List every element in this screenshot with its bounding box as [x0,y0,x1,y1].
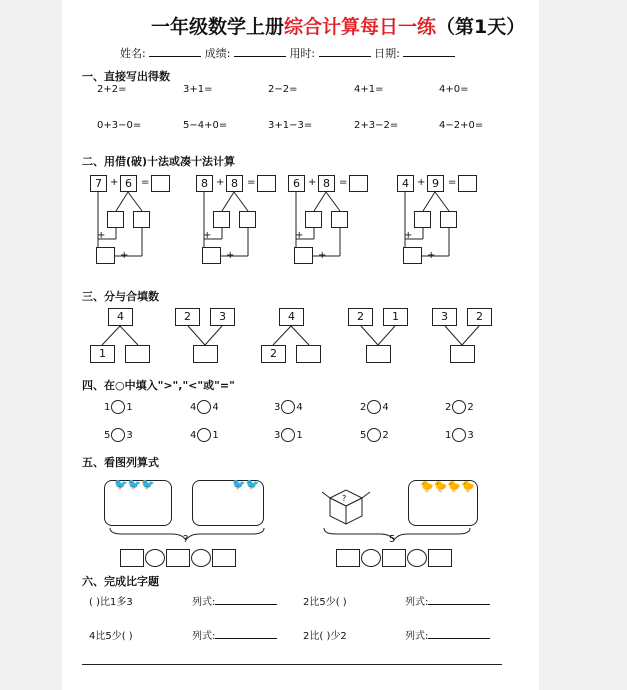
compare-left: 1 [104,402,111,413]
addend-a-box: 8 [196,175,213,192]
split-line [462,326,479,345]
equation-operator-circle[interactable] [407,549,427,567]
equals-sign: = [448,177,457,188]
compare-circle[interactable] [281,400,295,414]
word-problem-2: 2比5少( ) [303,597,347,608]
direct-item: 0+3−0= [97,120,142,131]
whole-box[interactable] [366,345,391,363]
compare-circle[interactable] [197,428,211,442]
compare-right: 3 [126,430,133,441]
word-problem-1: ( )比1多3 [89,597,133,608]
compare-circle[interactable] [111,428,125,442]
section-6-heading: 六、完成比字题 [82,575,159,588]
word-problem-4: 2比( )少2 [303,631,347,642]
part-number-box: 3 [210,308,235,326]
equals-sign: = [141,177,150,188]
compare-circle[interactable] [281,428,295,442]
mystery-box-label: ? [342,494,347,503]
addend-a-box: 4 [397,175,414,192]
direct-item: 3+1= [183,84,213,95]
compare-item [274,428,303,442]
split-line [291,326,309,345]
direct-item: 2+3−2= [354,120,399,131]
compare-item [274,400,303,414]
plus-sign: + [110,177,119,188]
direct-item: 4+1= [354,84,384,95]
worksheet-title: 一年级数学上册综合计算每日一练（第1天） [151,16,526,38]
step-plus-sign: + [295,230,304,241]
split-line [205,326,222,345]
part-number-box: 3 [432,308,457,326]
equation-operator-circle[interactable] [145,549,165,567]
compare-item [445,400,474,414]
compare-right: 4 [296,402,303,413]
compare-left: 1 [445,430,452,441]
compare-left: 3 [274,402,281,413]
compare-left: 3 [274,430,281,441]
compare-right: 2 [467,402,474,413]
whole-box[interactable] [193,345,218,363]
step-plus-sign-2: + [318,250,327,261]
whole-number-box: 4 [279,308,304,326]
right-total-label: 5 [389,534,396,545]
bird-icon-group-2: 🐦🐦 [232,478,260,491]
step-plus-sign: + [203,230,212,241]
addend-b-box: 8 [318,175,335,192]
equals-sign: = [247,177,256,188]
direct-item: 2+2= [97,84,127,95]
split-line [361,326,378,345]
worksheet-page [62,0,539,690]
formula-label: 列式: [405,593,490,608]
plus-sign: + [308,177,317,188]
part-number-box: 2 [348,308,373,326]
equation-operator-circle[interactable] [191,549,211,567]
chick-icon-group: 🐤🐤🐤🐤 [420,480,475,493]
split-line [102,326,120,345]
compare-item [104,428,133,442]
compare-item [190,400,219,414]
split-line [445,326,462,345]
compare-item [360,400,389,414]
split-line [120,326,138,345]
whole-box[interactable] [450,345,475,363]
plus-sign: + [216,177,225,188]
direct-item: 4−2+0= [439,120,484,131]
compare-right: 4 [382,402,389,413]
part-number-box: 2 [467,308,492,326]
addend-a-box: 6 [288,175,305,192]
compare-circle[interactable] [367,400,381,414]
compare-item [360,428,389,442]
compare-left: 5 [104,430,111,441]
whole-number-box: 4 [108,308,133,326]
equation-number-box[interactable] [120,549,144,567]
direct-item: 4+0= [439,84,469,95]
part-number-box: 2 [175,308,200,326]
part-box[interactable] [296,345,321,363]
section-3-heading: 三、分与合填数 [82,290,159,303]
part-box: 2 [261,345,286,363]
formula-label: 列式: [405,627,490,642]
split-line [188,326,205,345]
compare-left: 2 [445,402,452,413]
compare-left: 2 [360,402,367,413]
plus-sign: + [417,177,426,188]
equation-number-box[interactable] [166,549,190,567]
compare-left: 4 [190,402,197,413]
part-number-box: 1 [383,308,408,326]
compare-left: 4 [190,430,197,441]
direct-item: 5−4+0= [183,120,228,131]
addend-a-box: 7 [90,175,107,192]
split-line [378,326,395,345]
addend-b-box: 6 [120,175,137,192]
step-plus-sign: + [97,230,106,241]
title-highlight: 综合计算每日一练 [284,16,437,38]
student-info-row: 姓名: 成绩: 用时: 日期: [120,45,455,61]
compare-right: 1 [212,430,219,441]
equation-number-box[interactable] [428,549,452,567]
step-plus-sign-2: + [427,250,436,261]
addend-b-box: 8 [226,175,243,192]
part-box[interactable] [125,345,150,363]
compare-item [445,428,474,442]
compare-circle[interactable] [367,428,381,442]
formula-label: 列式: [192,593,277,608]
compare-item [104,400,133,414]
equals-sign: = [339,177,348,188]
compare-right: 1 [126,402,133,413]
equation-number-box[interactable] [336,549,360,567]
compare-right: 1 [296,430,303,441]
step-plus-sign: + [404,230,413,241]
equation-number-box[interactable] [382,549,406,567]
compare-right: 2 [382,430,389,441]
section-1-heading: 一、直接写出得数 [82,70,170,83]
compare-circle[interactable] [111,400,125,414]
compare-right: 4 [212,402,219,413]
compare-circle[interactable] [452,400,466,414]
compare-right: 3 [467,430,474,441]
compare-circle[interactable] [197,400,211,414]
section-5-heading: 五、看图列算式 [82,456,159,469]
bird-icon-group-1: 🐦🐦🐦 [114,478,156,491]
compare-left: 5 [360,430,367,441]
compare-item [190,428,219,442]
compare-circle[interactable] [452,428,466,442]
addend-b-box: 9 [427,175,444,192]
step-plus-sign-2: + [226,250,235,261]
left-total-label: ? [183,534,189,545]
equation-operator-circle[interactable] [361,549,381,567]
equation-number-box[interactable] [212,549,236,567]
word-problem-3: 4比5少( ) [89,631,133,642]
direct-item: 2−2= [268,84,298,95]
part-box: 1 [90,345,115,363]
section-2-heading: 二、用借(破)十法或凑十法计算 [82,155,236,168]
direct-item: 3+1−3= [268,120,313,131]
section-4-heading: 四、在○中填入">","<"或"=" [82,379,235,392]
formula-label: 列式: [192,627,277,642]
split-line [273,326,291,345]
step-plus-sign-2: + [120,250,129,261]
